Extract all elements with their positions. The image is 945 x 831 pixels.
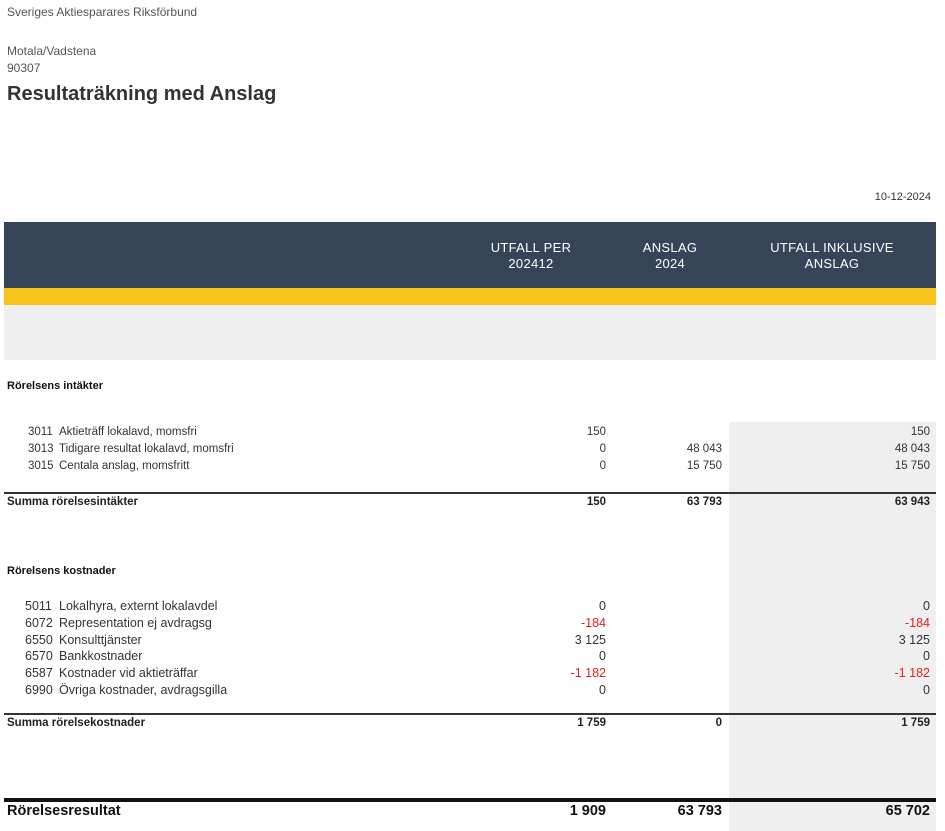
column-header-anslag: ANSLAG 2024 (642, 240, 698, 271)
income-sum-row: Summa rörelsesintäkter 150 63 793 63 943 (7, 496, 930, 508)
result-row: Rörelsesresultat 1 909 63 793 65 702 (7, 803, 930, 819)
report-date: 10-12-2024 (874, 191, 931, 203)
table-row: 3013 Tidigare resultat lokalavd, momsfri 0 48 043 48 043 (28, 443, 930, 455)
table-row: 6072 Representation ej avdragsg -184 -184 (25, 616, 930, 630)
costs-sum-row: Summa rörelsekostnader 1 759 0 1 759 (7, 717, 930, 729)
table-row: 6990 Övriga kostnader, avdragsgilla 0 0 (25, 683, 930, 697)
table-row: 5011 Lokalhyra, externt lokalavdel 0 0 (25, 599, 930, 613)
table-row: 3011 Aktieträff lokalavd, momsfri 150 150 (28, 426, 930, 438)
section-heading-income: Rörelsens intäkter (7, 380, 103, 392)
header-spacer-band (4, 305, 936, 360)
sum-divider (4, 713, 936, 715)
report-title: Resultaträkning med Anslag (7, 83, 277, 105)
accent-band (4, 288, 936, 305)
table-row: 3015 Centala anslag, momsfritt 0 15 750 15 750 (28, 460, 930, 472)
column-header-utfall-inklusive: UTFALL INKLUSIVE ANSLAG (770, 240, 894, 271)
unit-code: 90307 (7, 61, 41, 75)
table-row: 6550 Konsulttjänster 3 125 3 125 (25, 633, 930, 647)
result-divider (4, 798, 936, 802)
section-heading-costs: Rörelsens kostnader (7, 565, 116, 577)
column-header-utfall: UTFALL PER 202412 (490, 240, 572, 271)
table-row: 6570 Bankkostnader 0 0 (25, 649, 930, 663)
local-unit-name: Motala/Vadstena (7, 44, 97, 58)
organization-name: Sveriges Aktiesparares Riksförbund (7, 5, 198, 19)
sum-divider (4, 492, 936, 494)
table-row: 6587 Kostnader vid aktieträffar -1 182 -1 182 (25, 666, 930, 680)
